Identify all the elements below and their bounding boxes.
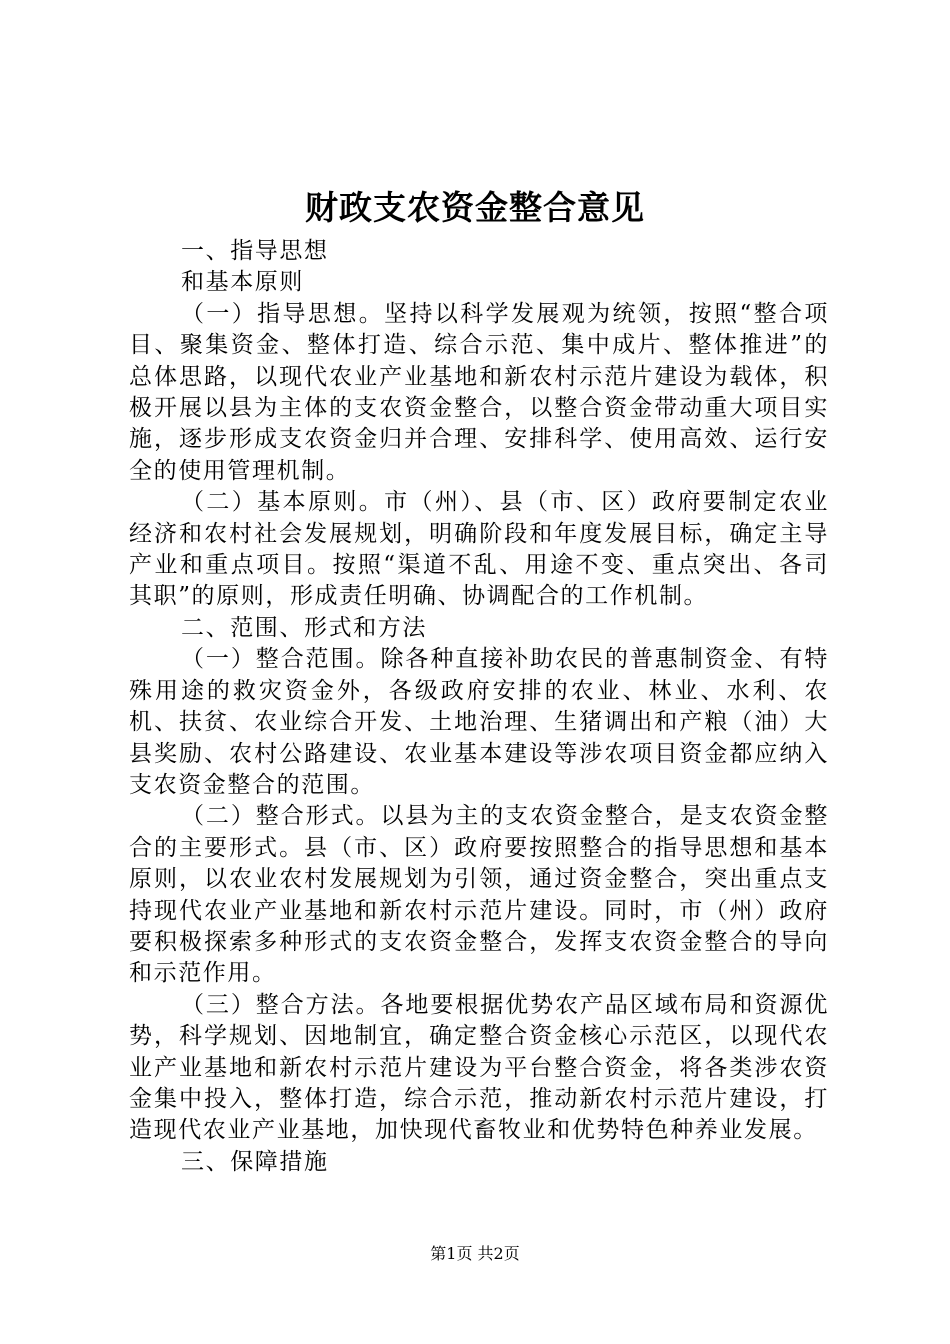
paragraph-guiding-thought: （一）指导思想。坚持以科学发展观为统领，按照“整合项目、聚集资金、整体打造、综合示范、集中成片、整体推进”的总体思路，以现代农业产业基地和新农村示范片建设为载体，积极开展以县为主体的支农资金整合，以整合资金带动重大项目实施，逐步形成支农资金归并合理、安排科学、使用高效、运行安全的使用管理机制。 <box>129 300 829 484</box>
paragraph-integration-scope: （一）整合范围。除各种直接补助农民的普惠制资金、有特殊用途的救灾资金外，各级政府安排的农业、林业、水利、农机、扶贫、农业综合开发、土地治理、生猪调出和产粮（油）大县奖励、农村公路建设、农业基本建设等涉农项目资金都应纳入支农资金整合的范围。 <box>129 646 829 798</box>
paragraph-basic-principles: （二）基本原则。市（州）、县（市、区）政府要制定农业经济和农村社会发展规划，明确阶段和年度发展目标，确定主导产业和重点项目。按照“渠道不乱、用途不变、重点突出、各司其职”的原则，形成责任明确、协调配合的工作机制。 <box>129 489 829 610</box>
section-heading-1-continued: 和基本原则 <box>181 269 304 296</box>
section-heading-2: 二、范围、形式和方法 <box>181 614 427 641</box>
paragraph-integration-form: （二）整合形式。以县为主的支农资金整合，是支农资金整合的主要形式。县（市、区）政府要按照整合的指导思想和基本原则，以农业农村发展规划为引领，通过资金整合，突出重点支持现代农业产业基地和新农村示范片建设。同时，市（州）政府要积极探索多种形式的支农资金整合，发挥支农资金整合的导向和示范作用。 <box>129 803 829 987</box>
section-heading-3: 三、保障措施 <box>181 1148 329 1175</box>
section-heading-1: 一、指导思想 <box>181 238 329 264</box>
paragraph-integration-method: （三）整合方法。各地要根据优势农产品区域布局和资源优势，科学规划、因地制宜，确定整合资金核心示范区，以现代农业产业基地和新农村示范片建设为平台整合资金，将各类涉农资金集中投入，整体打造，综合示范，推动新农村示范片建设，打造现代农业产业基地，加快现代畜牧业和优势特色种养业发展。 <box>129 991 829 1144</box>
page-footer: 第1页 共2页 <box>430 1244 520 1263</box>
document-body <box>129 236 829 1178</box>
document-title: 财政支农资金整合意见 <box>305 188 645 227</box>
